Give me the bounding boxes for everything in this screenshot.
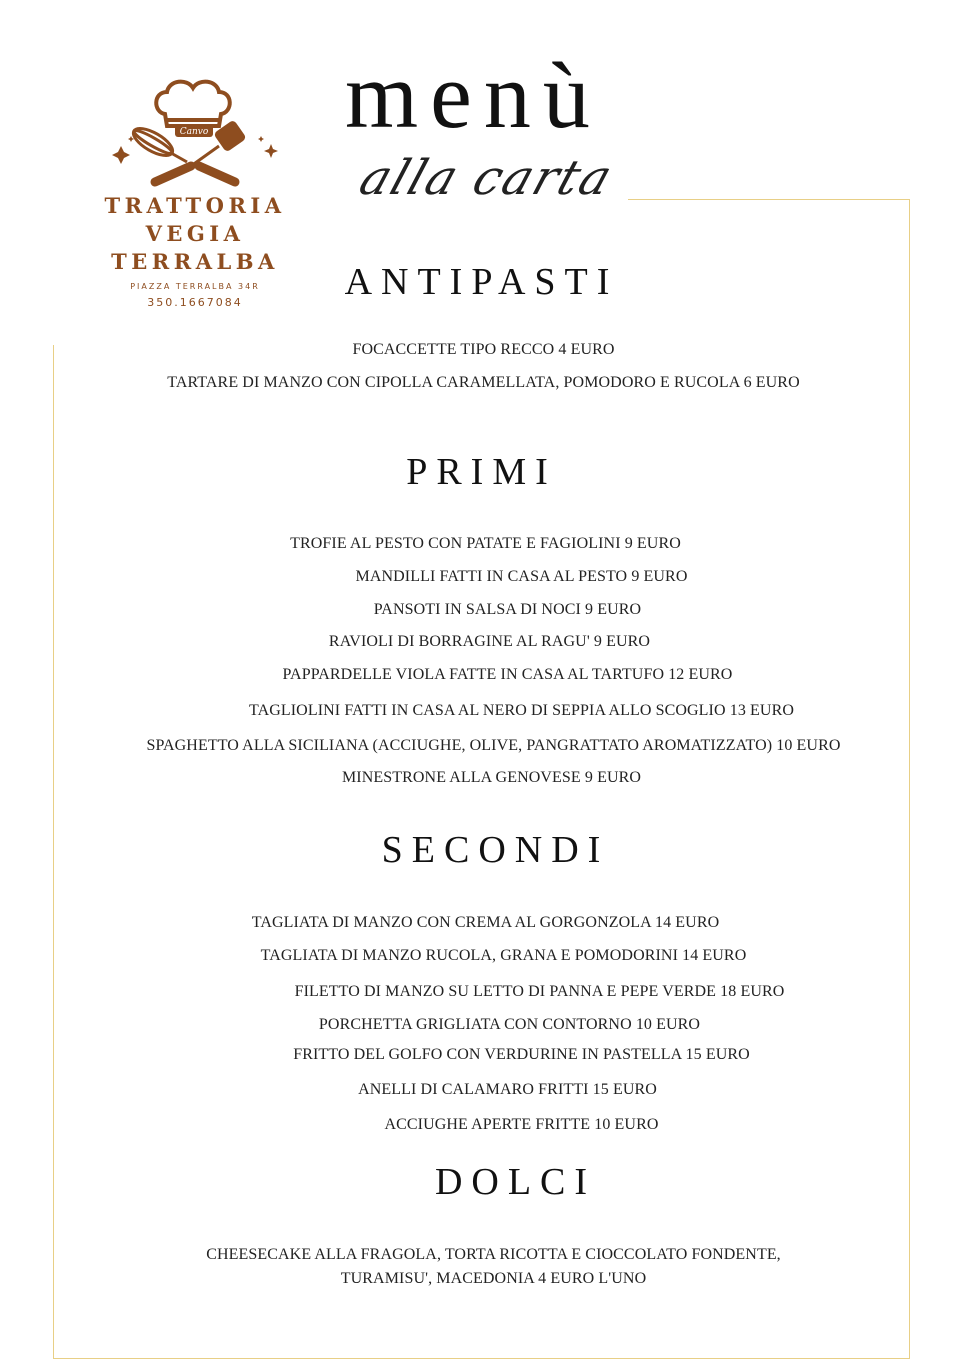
logo-name-line-3: TERRALBA [111,249,279,274]
menu-item: FILETTO DI MANZO SU LETTO DI PANNA E PEPE VERDE 18 EURO [294,983,785,1000]
section-title-primi: PRIMI [406,451,557,493]
section-title-dolci: DOLCI [434,1161,597,1203]
logo-phone: 350.1667084 [147,296,243,309]
section-title-antipasti: ANTIPASTI [344,261,619,303]
page-title: menù [345,44,602,148]
logo-name-line-2: VEGIA [145,221,245,246]
menu-item: PANSOTI IN SALSA DI NOCI 9 EURO [373,601,642,618]
chef-hat-icon [156,82,230,126]
page-subtitle: alla carta [352,150,621,206]
menu-item: TARTARE DI MANZO CON CIPOLLA CARAMELLATA, POMODORO E RUCOLA 6 EURO [167,374,800,391]
menu-item: MINESTRONE ALLA GENOVESE 9 EURO [341,769,642,786]
section-title-secondi: SECONDI [381,829,610,871]
menu-item: FOCACCETTE TIPO RECCO 4 EURO [352,341,615,358]
menu-item: ANELLI DI CALAMARO FRITTI 15 EURO [358,1081,657,1098]
menu-item: TAGLIATA DI MANZO CON CREMA AL GORGONZOLA 14 EURO [251,914,720,931]
logo-name-line-1: TRATTORIA [104,193,286,218]
menu-item: PORCHETTA GRIGLIATA CON CONTORNO 10 EURO [318,1016,701,1033]
menu-item: TAGLIOLINI FATTI IN CASA AL NERO DI SEPPIA ALLO SCOGLIO 13 EURO [248,702,794,719]
badge-text: Canvo [179,127,209,137]
menu-item: TURAMISU', MACEDONIA 4 EURO L'UNO [340,1270,647,1287]
menu-item: ACCIUGHE APERTE FRITTE 10 EURO [384,1116,659,1133]
menu-item: CHEESECAKE ALLA FRAGOLA, TORTA RICOTTA E CIOCCOLATO FONDENTE, [206,1246,781,1263]
menu-item: TAGLIATA DI MANZO RUCOLA, GRANA E POMODORINI 14 EURO [260,947,747,964]
menu-item: SPAGHETTO ALLA SICILIANA (ACCIUGHE, OLIVE, PANGRATTATO AROMATIZZATO) 10 EURO [146,737,841,754]
utensil-handles [155,166,235,182]
chef-hat-utensils-icon [95,74,295,192]
menu-item: MANDILLI FATTI IN CASA AL PESTO 9 EURO [355,568,688,585]
menu-item: TROFIE AL PESTO CON PATATE E FAGIOLINI 9 EURO [290,535,681,552]
menu-item: FRITTO DEL GOLFO CON VERDURINE IN PASTELLA 15 EURO [293,1046,750,1063]
menu-item: RAVIOLI DI BORRAGINE AL RAGU' 9 EURO [328,633,651,650]
logo-address: PIAZZA TERRALBA 34R [130,282,260,291]
menu-item: PAPPARDELLE VIOLA FATTE IN CASA AL TARTUFO 12 EURO [282,666,733,683]
